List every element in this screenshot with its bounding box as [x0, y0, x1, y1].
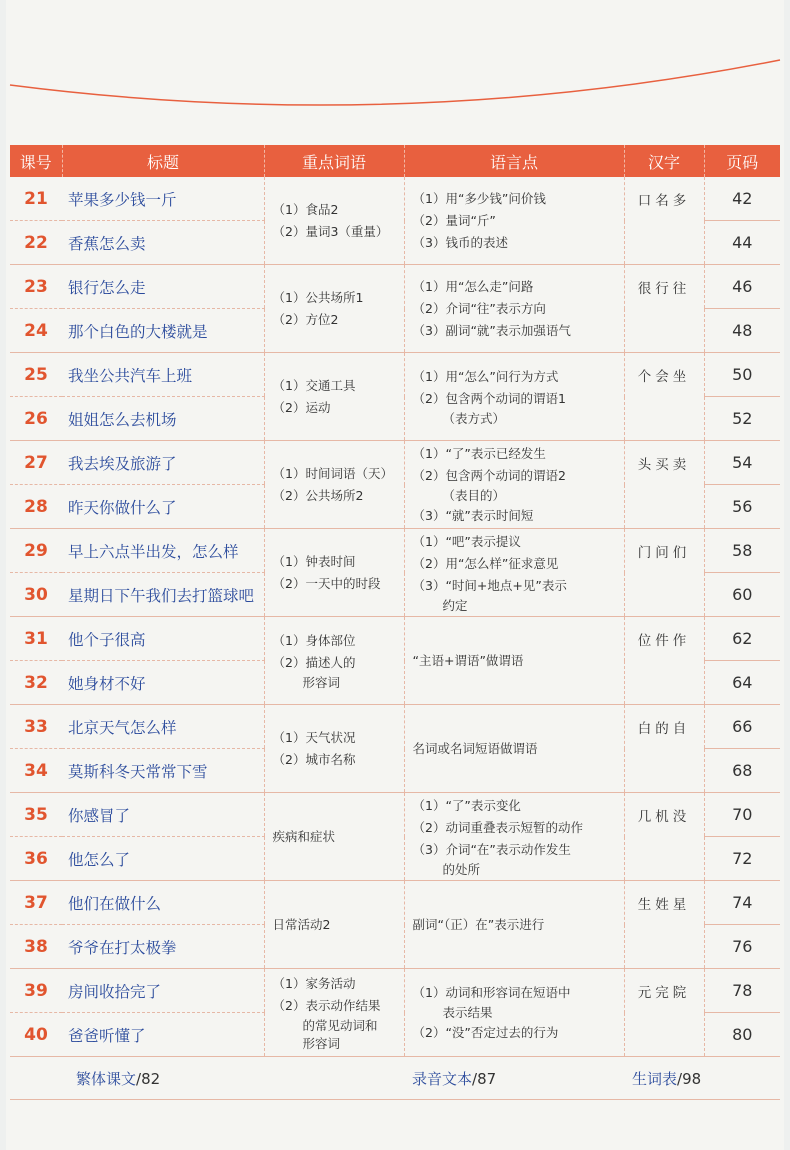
- page-number: 76: [704, 925, 780, 969]
- language-point-line: （表目的）: [442, 487, 506, 503]
- page-number: 78: [704, 969, 780, 1013]
- lesson-row[interactable]: [10, 617, 780, 661]
- language-point-line: 约定: [442, 597, 468, 613]
- page-number: 80: [704, 1013, 780, 1057]
- lesson-number: 34: [10, 749, 62, 793]
- keywords-cell: [264, 793, 404, 881]
- keyword-line: （2）公共场所2: [272, 487, 364, 503]
- keywords-cell: [264, 177, 404, 265]
- characters-cell: 几机没: [624, 793, 704, 881]
- lesson-number: 38: [10, 925, 62, 969]
- lesson-number: 27: [10, 441, 62, 485]
- page-number: 70: [704, 793, 780, 837]
- language-point-line: （1）“了”表示变化: [412, 797, 521, 813]
- page-number: 66: [704, 705, 780, 749]
- footer-audio-link[interactable]: [412, 1070, 496, 1088]
- lesson-number: 24: [10, 309, 62, 353]
- keyword-line: （2）方位2: [272, 311, 339, 327]
- keyword-line: 的常见动词和: [302, 1017, 378, 1033]
- header-row: [10, 145, 780, 177]
- language-points-cell: [404, 705, 624, 793]
- characters-cell: 口名多: [624, 177, 704, 265]
- keywords-cell: [264, 617, 404, 705]
- lesson-title[interactable]: 爸爸听懂了: [62, 1013, 264, 1057]
- keyword-line: （2）量词3（重量）: [272, 223, 389, 239]
- characters-cell: 元完院: [624, 969, 704, 1057]
- lesson-number: 23: [10, 265, 62, 309]
- language-point-line: 副词“（正）在”表示进行: [412, 916, 545, 932]
- keyword-line: （1）时间词语（天）: [272, 465, 393, 481]
- lesson-number: 39: [10, 969, 62, 1013]
- language-points-cell: [404, 265, 624, 353]
- language-points-cell: [404, 881, 624, 969]
- language-point-line: （2）包含两个动词的谓语1: [412, 390, 566, 406]
- language-point-line: （3）钱币的表述: [412, 234, 508, 250]
- page-number: 62: [704, 617, 780, 661]
- lesson-number: 30: [10, 573, 62, 617]
- lesson-number: 29: [10, 529, 62, 573]
- lesson-title[interactable]: 早上六点半出发，怎么样: [62, 529, 264, 573]
- lesson-title[interactable]: 星期日下午我们去打篮球吧: [62, 573, 264, 617]
- language-point-line: （1）“了”表示已经发生: [412, 445, 546, 461]
- page-number: 46: [704, 265, 780, 309]
- lesson-title[interactable]: 姐姐怎么去机场: [62, 397, 264, 441]
- lesson-number: 22: [10, 221, 62, 265]
- page-number: 56: [704, 485, 780, 529]
- lesson-title[interactable]: 你感冒了: [62, 793, 264, 837]
- lesson-title[interactable]: 那个白色的大楼就是: [62, 309, 264, 353]
- language-points-cell: [404, 353, 624, 441]
- language-points-cell: [404, 793, 624, 881]
- lesson-title[interactable]: 苹果多少钱一斤: [62, 177, 264, 221]
- lesson-row[interactable]: [10, 881, 780, 925]
- lesson-title[interactable]: 莫斯科冬天常常下雪: [62, 749, 264, 793]
- language-point-line: （2）介词“往”表示方向: [412, 300, 546, 316]
- lesson-title[interactable]: 她身材不好: [62, 661, 264, 705]
- header-title: 标题: [62, 145, 264, 177]
- language-points-cell: [404, 529, 624, 617]
- language-point-line: （1）用“怎么走”问路: [412, 278, 534, 294]
- footer-traditional-link[interactable]: [76, 1070, 160, 1088]
- page-number: 42: [704, 177, 780, 221]
- footer-traditional-page: /82: [136, 1069, 161, 1088]
- lesson-row[interactable]: [10, 265, 780, 309]
- language-point-line: （1）动词和形容词在短语中: [412, 984, 571, 1000]
- keyword-line: （1）钟表时间: [272, 553, 356, 569]
- lesson-row[interactable]: [10, 441, 780, 485]
- language-point-line: 名词或名词短语做谓语: [412, 740, 538, 756]
- contents-table: [10, 145, 780, 1100]
- header-characters: 汉字: [624, 145, 704, 177]
- lesson-row[interactable]: [10, 969, 780, 1013]
- language-point-line: （2）动词重叠表示短暂的动作: [412, 819, 583, 835]
- footer-vocab-page: /98: [677, 1069, 702, 1088]
- language-points-cell: [404, 441, 624, 529]
- footer-row: [10, 1057, 780, 1100]
- language-point-line: （3）介词“在”表示动作发生: [412, 841, 571, 857]
- characters-cell: 白的自: [624, 705, 704, 793]
- characters-cell: 位件作: [624, 617, 704, 705]
- footer-audio-label: 录音文本: [412, 1069, 473, 1088]
- page-number: 52: [704, 397, 780, 441]
- footer-vocab-label: 生词表: [632, 1069, 678, 1088]
- lesson-row[interactable]: [10, 705, 780, 749]
- lesson-number: 33: [10, 705, 62, 749]
- language-points-cell: [404, 969, 624, 1057]
- language-point-line: 表示结果: [442, 1004, 493, 1020]
- lesson-number: 26: [10, 397, 62, 441]
- keywords-cell: [264, 881, 404, 969]
- lesson-title[interactable]: 昨天你做什么了: [62, 485, 264, 529]
- lesson-title[interactable]: 他个子很高: [62, 617, 264, 661]
- footer-vocab-link[interactable]: [632, 1070, 701, 1088]
- language-point-line: （1）用“怎么”问行为方式: [412, 368, 559, 384]
- lesson-number: 35: [10, 793, 62, 837]
- header-page: 页码: [704, 145, 780, 177]
- lesson-number: 25: [10, 353, 62, 397]
- keyword-line: （1）交通工具: [272, 377, 356, 393]
- language-point-line: （2）量词“斤”: [412, 212, 496, 228]
- lesson-title[interactable]: 银行怎么走: [62, 265, 264, 309]
- page-number: 58: [704, 529, 780, 573]
- keyword-line: （2）描述人的: [272, 654, 356, 670]
- header-keywords: 重点词语: [264, 145, 404, 177]
- lesson-row[interactable]: [10, 529, 780, 573]
- characters-cell: 个会坐: [624, 353, 704, 441]
- keywords-cell: [264, 969, 404, 1057]
- language-point-line: （2）用“怎么样”征求意见: [412, 555, 559, 571]
- language-point-line: （3）副词“就”表示加强语气: [412, 322, 571, 338]
- keywords-cell: [264, 265, 404, 353]
- characters-cell: 生姓星: [624, 881, 704, 969]
- lesson-title[interactable]: 他们在做什么: [62, 881, 264, 925]
- header-num: 课号: [10, 145, 62, 177]
- keyword-line: 形容词: [302, 1035, 341, 1051]
- keywords-cell: [264, 529, 404, 617]
- page-number: 68: [704, 749, 780, 793]
- page-number: 54: [704, 441, 780, 485]
- lesson-title[interactable]: 香蕉怎么卖: [62, 221, 264, 265]
- page-number: 50: [704, 353, 780, 397]
- decorative-arc: [0, 0, 790, 130]
- language-point-line: （2）“没”否定过去的行为: [412, 1024, 559, 1040]
- keyword-line: （2）表示动作结果: [272, 997, 381, 1013]
- keywords-cell: [264, 705, 404, 793]
- language-point-line: （1）“吧”表示提议: [412, 533, 521, 549]
- lesson-row[interactable]: [10, 177, 780, 221]
- keyword-line: （2）城市名称: [272, 751, 356, 767]
- page-number: 72: [704, 837, 780, 881]
- lesson-number: 37: [10, 881, 62, 925]
- lesson-number: 36: [10, 837, 62, 881]
- footer-audio-page: /87: [472, 1069, 497, 1088]
- language-point-line: （1）用“多少钱”问价钱: [412, 190, 546, 206]
- keyword-line: （2）一天中的时段: [272, 575, 381, 591]
- keyword-line: （2）运动: [272, 399, 331, 415]
- lesson-title[interactable]: 我去埃及旅游了: [62, 441, 264, 485]
- language-points-cell: [404, 617, 624, 705]
- lesson-number: 31: [10, 617, 62, 661]
- language-point-line: （3）“时间+地点+见”表示: [412, 577, 567, 593]
- language-points-cell: [404, 177, 624, 265]
- keyword-line: 疾病和症状: [272, 828, 336, 844]
- header-language-points: 语言点: [404, 145, 624, 177]
- lesson-title[interactable]: 房间收拾完了: [62, 969, 264, 1013]
- characters-cell: 头买卖: [624, 441, 704, 529]
- keyword-line: （1）家务活动: [272, 975, 356, 991]
- language-point-line: （表方式）: [442, 410, 506, 426]
- lesson-title[interactable]: 北京天气怎么样: [62, 705, 264, 749]
- page-number: 60: [704, 573, 780, 617]
- language-point-line: （3）“就”表示时间短: [412, 507, 534, 523]
- footer-traditional-label: 繁体课文: [76, 1069, 137, 1088]
- lesson-row[interactable]: [10, 793, 780, 837]
- keywords-cell: [264, 353, 404, 441]
- lesson-number: 21: [10, 177, 62, 221]
- language-point-line: （2）包含两个动词的谓语2: [412, 467, 566, 483]
- page-number: 44: [704, 221, 780, 265]
- lesson-title[interactable]: 我坐公共汽车上班: [62, 353, 264, 397]
- keyword-line: 日常活动2: [272, 916, 331, 932]
- lesson-title[interactable]: 他怎么了: [62, 837, 264, 881]
- lesson-number: 40: [10, 1013, 62, 1057]
- keywords-cell: [264, 441, 404, 529]
- keyword-line: 形容词: [302, 674, 341, 690]
- keyword-line: （1）天气状况: [272, 729, 356, 745]
- keyword-line: （1）食品2: [272, 201, 339, 217]
- keyword-line: （1）身体部位: [272, 632, 356, 648]
- lesson-number: 28: [10, 485, 62, 529]
- lesson-title[interactable]: 爷爷在打太极拳: [62, 925, 264, 969]
- characters-cell: 很行往: [624, 265, 704, 353]
- page-number: 64: [704, 661, 780, 705]
- lesson-number: 32: [10, 661, 62, 705]
- lesson-row[interactable]: [10, 353, 780, 397]
- keyword-line: （1）公共场所1: [272, 289, 364, 305]
- page-number: 74: [704, 881, 780, 925]
- language-point-line: “主语+谓语”做谓语: [412, 652, 524, 668]
- characters-cell: 门问们: [624, 529, 704, 617]
- language-point-line: 的处所: [442, 861, 481, 877]
- page-number: 48: [704, 309, 780, 353]
